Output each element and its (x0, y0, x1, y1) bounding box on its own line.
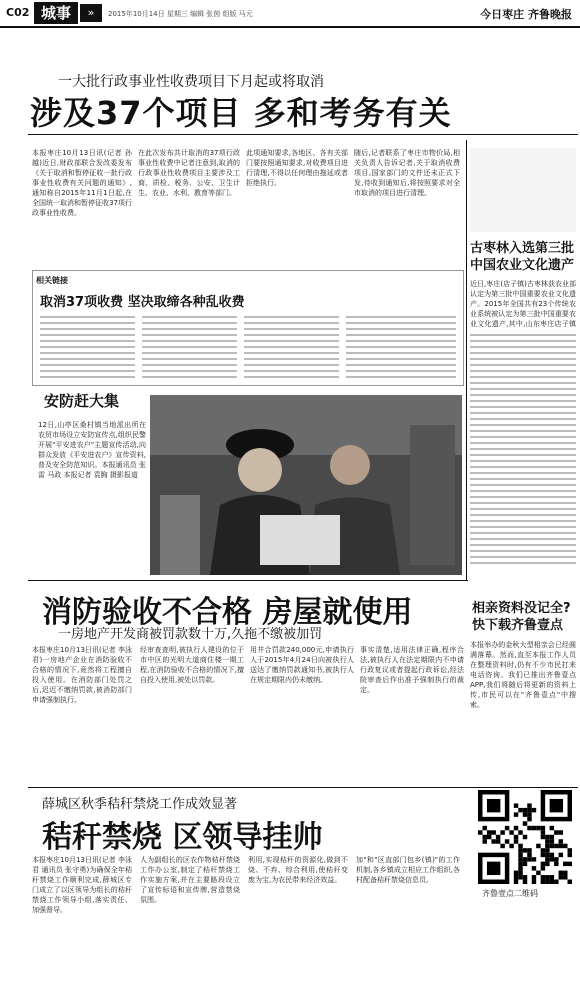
divider (28, 134, 578, 135)
story1-col1: 本报枣庄10月13日讯(记者 孙越)近日,财政部联合发改委发布《关于取消和暂停征收一批行政事业性收费有关问题的通知》,通知称自2015年11月1日起,在全国统一取消和暂停征收37项行政事业性收费。 (32, 149, 132, 217)
related-text (244, 312, 339, 378)
chevron-right-icon: » (80, 4, 102, 22)
page-number: C02 (6, 6, 30, 19)
story1-headline: 涉及37个项目 多和考务有关 (30, 94, 452, 132)
related-label: 相关链接 (36, 276, 68, 285)
divider (28, 787, 578, 788)
related-text (142, 312, 237, 378)
story2-subtitle: 一房地产开发商被罚款数十万,久拖不缴被加罚 (58, 627, 323, 642)
story3-col2: 人为副组长的区农作物秸秆禁烧工作办公室,制定了秸秆禁烧工作实施方案,并在主要路段设立了宣传标语和宣传牌,营造禁烧氛围。 (140, 856, 240, 904)
qr-label: 齐鲁壹点二维码 (482, 889, 538, 898)
story3-col3: 利用,实现秸秆的资源化,做到不烧、不弃、综合利用,使秸秆变废为宝,为农民带来经济效益。 (248, 856, 348, 884)
section-label: 城事 (34, 2, 78, 24)
qr-code-icon (478, 790, 572, 884)
newspaper-brand: 今日枣庄 齐鲁晚报 (480, 8, 572, 21)
story2-col3: 用井合罚款240,000元,申请执行人于2015年4月24日向被执行人送达了缴纳罚款通知书,被执行人在规定期限内仍未缴纳。 (250, 646, 354, 684)
sidebar2-body: 本报举办的金秋大型相亲会已经圆满落幕。然而,直至本报工作人员在整理资料时,仍有不少市民打来电话咨询。我们已推出齐鲁壹点APP,我们将随后将更新的资料上传,市民可以在"齐鲁壹点"中搜索。 (470, 641, 576, 709)
story3-col1: 本报枣庄10月13日讯(记者 李泳君 通讯员 张守勇)为确保全年秸秆禁烧工作顺利完成,薛城区专门成立了以区领导为组长的秸秆禁烧工作领导小组,落实责任、加强督导。 (32, 856, 132, 914)
story2-col4: 事实清楚,适用法律正确,程序合法,被执行人在法定期限内不申请行政复议或者提起行政诉讼,经法院审查后作出准予强制执行的裁定。 (360, 646, 464, 694)
sidebar1-title: 古枣林入选第三批中国农业文化遗产 (470, 241, 575, 273)
story1-col4: 随后,记者联系了枣庄市物价局,相关负责人告诉记者,关于取消收费项目,国家部门的文件还未正式下发,待收到通知后,将按照要求对全市取消的项目进行清理。 (354, 149, 460, 197)
divider (28, 580, 468, 581)
sidebar1-more-text (470, 330, 576, 568)
story1-col2: 在此次发布共计取消的37项行政事业性收费中记者注意到,取消的行政事业性收费项目主要涉及工商、质检、税务、公安、卫生计生、农业、水利、教育等部门。 (138, 149, 240, 197)
related-title: 取消37项收费 坚决取缔各种乱收费 (40, 295, 245, 310)
news-photo (150, 395, 462, 575)
sidebar2-title: 相亲资料没记全?快下载齐鲁壹点 (472, 601, 571, 633)
column-divider (466, 140, 467, 580)
story3-col4: 加"和"区直部门包乡(镇)"的工作机制,各乡镇成立相应工作组织,各村配备秸秆禁烧信息员。 (356, 856, 460, 884)
qr-code[interactable] (478, 790, 572, 884)
photo-caption: 12日,山亭区桑村镇当地派出所在农贸市场设立安防宣传点,组织民警开展"平安进农户"主题宣传活动,向群众发放《平安进农户》宣传资料,普及安全防范知识。本报通讯员 张雷 马政 本报记者 袁胸 摄影报道 (38, 421, 146, 479)
police-officer-photo (150, 395, 462, 575)
sidebar1-body: 近日,枣庄(店子镇)古枣林获农业部认定为第三批中国重要农业文化遗产。2015年全国共有23个传统农业系统被认定为第三批中国重要农业文化遗产,其中,山东枣庄店子镇 (470, 280, 576, 328)
story2-col1: 本报枣庄10月13日讯(记者 李泳君)一房地产企业在消防验收不合格的情况下,竟然将工程擅自投入使用。在消防部门处罚之后,迟迟不缴纳罚款,被消防部门申请强制执行。 (32, 646, 132, 704)
story3-headline: 秸秆禁烧 区领导挂帅 (42, 820, 323, 855)
related-text (346, 312, 456, 378)
story3-subtitle: 薛城区秋季秸秆禁烧工作成效显著 (42, 797, 238, 812)
story2-headline: 消防验收不合格 房屋就使用 (42, 595, 413, 630)
related-text (40, 312, 135, 378)
photo-story-title: 安防赶大集 (44, 392, 120, 410)
sidebar-blank (470, 148, 576, 232)
story1-subtitle: 一大批行政事业性收费项目下月起或将取消 (58, 74, 324, 90)
story2-col2: 经审查查明,被执行人建设的位于市中区的光明大道商住楼一期工程,在消防验收不合格的情况下,擅自投入使用,被处以罚款。 (140, 646, 244, 684)
issue-meta: 2015年10月14日 星期三 编辑 张茵 组版 马元 (108, 10, 253, 18)
story1-col3: 此项通知要求,各地区、各有关部门要按照通知要求,对收费项目进行清理,不得以任何理由拖延或者拒绝执行。 (246, 149, 348, 187)
